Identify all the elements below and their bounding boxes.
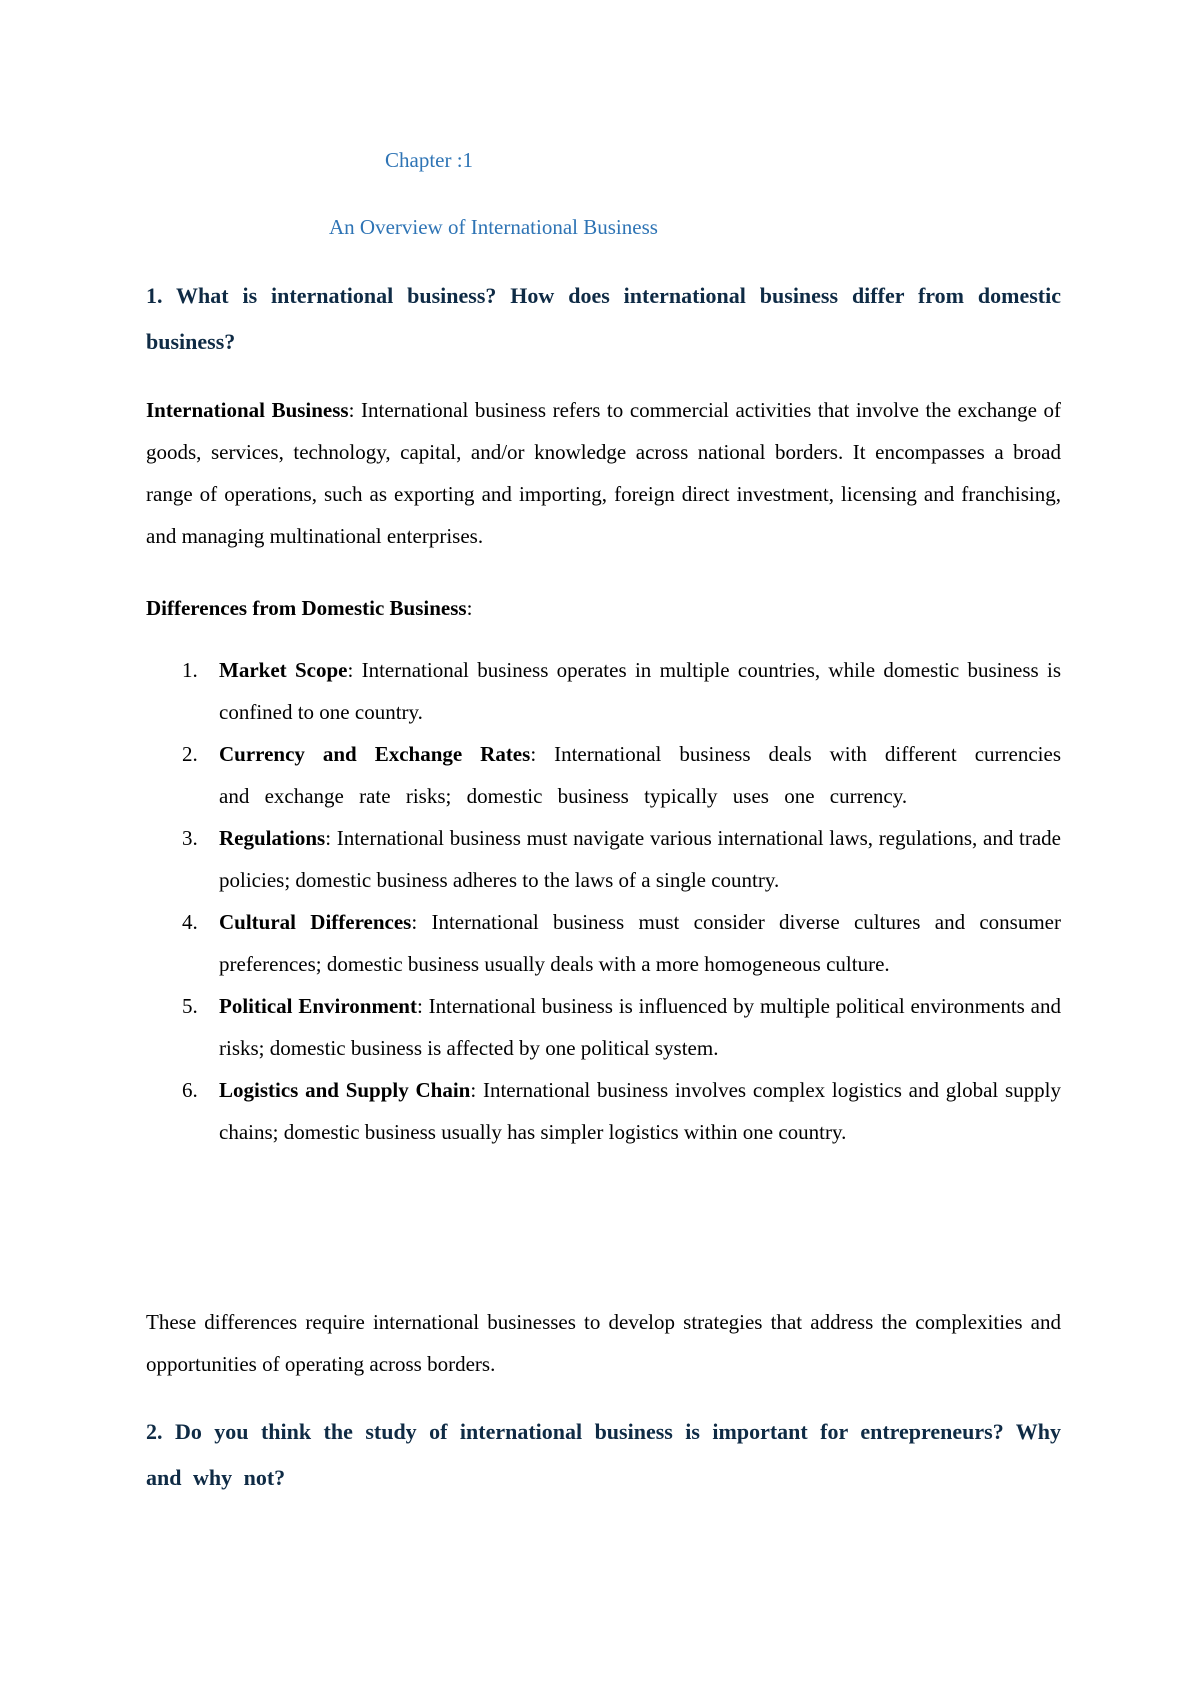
list-item: [146, 985, 1061, 1069]
list-item-text: : International business is influenced by multiple political environments and risks; domestic business is affected by one political system.: [219, 994, 1061, 1060]
list-item-term: Market Scope: [219, 658, 348, 682]
list-item-number: 4.: [182, 910, 198, 934]
list-item-number: 3.: [182, 826, 198, 850]
list-item: [146, 817, 1061, 901]
international-business-definition: [146, 389, 1061, 557]
chapter-title: Chapter :1: [385, 148, 474, 172]
list-item-text: : International business must consider diverse cultures and consumer preferences; domestic business usually deals with a more homogeneous culture.: [219, 910, 1061, 976]
question-2-heading: 2. Do you think the study of international business is important for entrepreneurs? Why and why not?: [146, 1419, 1061, 1490]
definition-text: : International business refers to commercial activities that involve the exchange of goods, services, technology, capital, and/or knowledge across national borders. It encompasses a broad range of operations, such as exporting and importing, foreign direct investment, licensing and franchising, and managing multinational enterprises.: [146, 398, 1061, 548]
differences-heading-term: Differences from Domestic Business: [146, 596, 467, 620]
list-item-term: Political Environment: [219, 994, 417, 1018]
list-item-number: 5.: [182, 994, 198, 1018]
list-item: [146, 901, 1061, 985]
chapter-subtitle: An Overview of International Business: [329, 215, 658, 239]
list-item: [146, 733, 1061, 817]
list-item-term: Cultural Differences: [219, 910, 412, 934]
definition-term: International Business: [146, 398, 349, 422]
list-item: [146, 1069, 1061, 1153]
differences-list: [146, 649, 1061, 1153]
list-item-term: Logistics and Supply Chain: [219, 1078, 471, 1102]
list-item-text: : International business must navigate various international laws, regulations, and trade policies; domestic business adheres to the laws of a single country.: [219, 826, 1061, 892]
question-1-heading: 1. What is international business? How does international business differ from domestic business?: [146, 283, 1061, 354]
list-item: [146, 649, 1061, 733]
list-item-text: : International business operates in multiple countries, while domestic business is confined to one country.: [219, 658, 1061, 724]
conclusion-paragraph: These differences require international businesses to develop strategies that address the complexities and opportunities of operating across borders.: [146, 1310, 1061, 1376]
list-item-number: 6.: [182, 1078, 198, 1102]
list-item-text: : International business involves complex logistics and global supply chains; domestic business usually has simpler logistics within one country.: [219, 1078, 1061, 1144]
list-item-term: Regulations: [219, 826, 326, 850]
list-item-number: 2.: [182, 742, 198, 766]
differences-heading: [146, 587, 1061, 629]
differences-heading-suffix: :: [466, 596, 473, 620]
list-item-text: : International business deals with different currencies and exchange rate risks; domestic business typically uses one currency.: [219, 742, 1061, 808]
list-item-term: Currency and Exchange Rates: [219, 742, 531, 766]
list-item-number: 1.: [182, 658, 198, 682]
